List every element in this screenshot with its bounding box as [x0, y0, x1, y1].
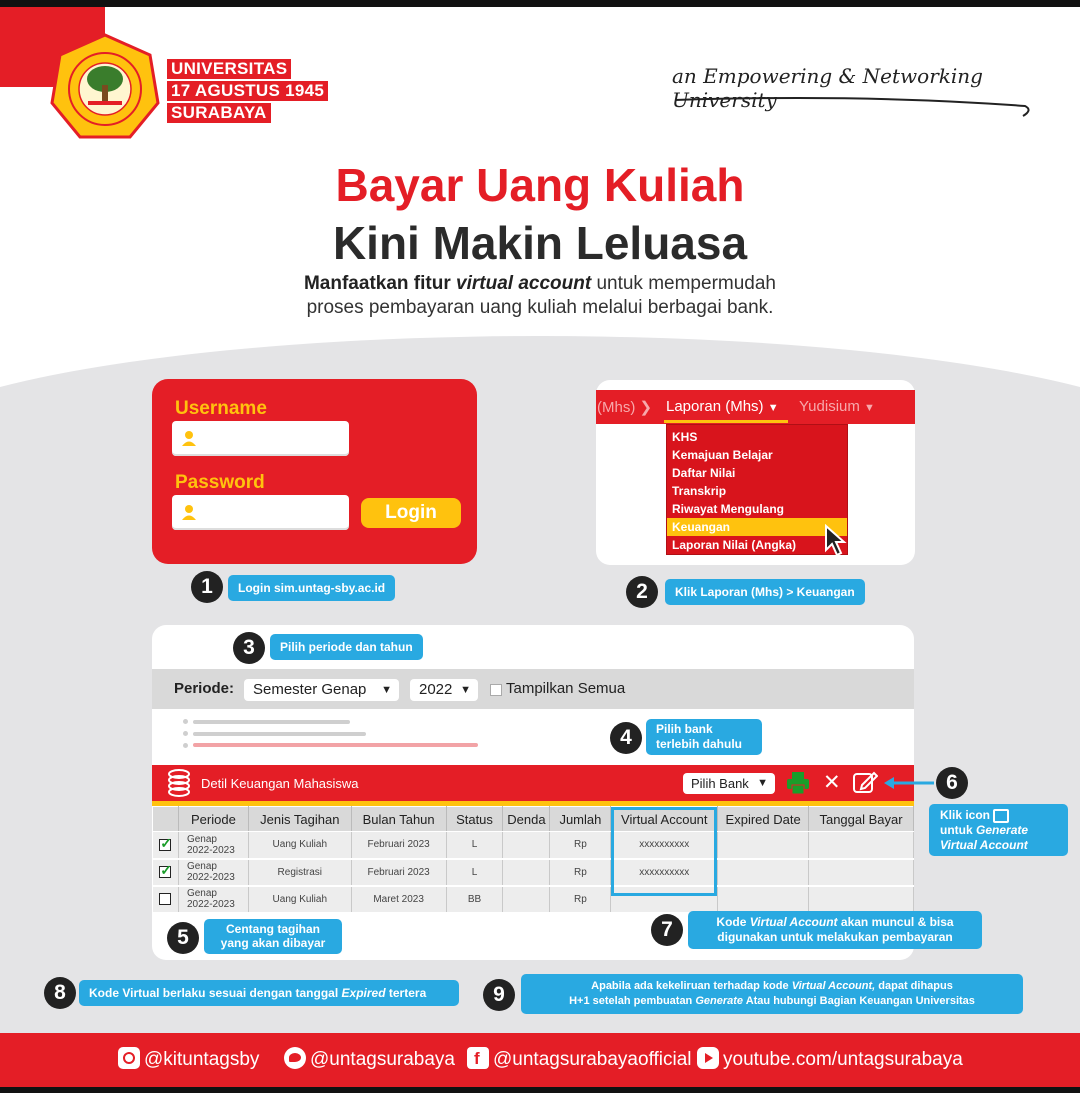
row-checkbox[interactable]: [153, 832, 179, 859]
bulan-cell: Maret 2023: [351, 886, 446, 913]
checkmark-icon: ✓: [160, 834, 172, 851]
dropdown-item-transkrip[interactable]: Transkrip: [672, 484, 727, 498]
university-name-line-2: 17 AGUSTUS 1945: [167, 81, 328, 101]
login-button[interactable]: Login: [361, 498, 461, 528]
step-number-2: 2: [626, 576, 658, 608]
arrow-left-icon: [884, 776, 934, 790]
status-cell: L: [446, 832, 503, 859]
placeholder-dot: [183, 731, 188, 736]
university-seal-logo: [50, 33, 160, 145]
username-label: Username: [175, 398, 267, 419]
show-all-label: Tampilkan Semua: [506, 680, 626, 697]
mouse-cursor-icon: [822, 524, 852, 558]
tanggal-cell: [809, 859, 914, 886]
expired-cell: [718, 832, 809, 859]
tanggal-cell: [809, 886, 914, 913]
column-header: Denda: [503, 807, 550, 832]
periode-cell: Genap 2022-2023: [178, 859, 248, 886]
dropdown-item-khs[interactable]: KHS: [672, 430, 698, 444]
menu-item-laporan[interactable]: Laporan (Mhs) ▼: [666, 398, 779, 415]
bank-select[interactable]: Pilih Bank ▼: [683, 773, 775, 794]
top-border: [0, 0, 1080, 7]
table-header-row: [153, 807, 914, 832]
column-header: Expired Date: [718, 807, 809, 832]
status-cell: BB: [446, 886, 503, 913]
coins-icon: [164, 767, 194, 797]
column-header: Virtual Account: [611, 807, 718, 832]
row-checkbox[interactable]: [153, 886, 179, 913]
close-icon[interactable]: ✕: [823, 770, 841, 794]
twitter-icon: [284, 1047, 306, 1069]
youtube-icon: [697, 1047, 719, 1069]
menu-item-yudisium[interactable]: Yudisium ▼: [799, 398, 875, 415]
chevron-down-icon: ▼: [767, 402, 779, 414]
active-menu-underline: [664, 420, 788, 423]
periode-cell: Genap 2022-2023: [178, 832, 248, 859]
printer-icon[interactable]: [785, 770, 811, 796]
step-number-3: 3: [233, 632, 265, 664]
expired-cell: [718, 859, 809, 886]
table-row: [153, 859, 914, 886]
step-number-1: 1: [191, 571, 223, 603]
finance-table: [152, 806, 914, 914]
tanggal-cell: [809, 832, 914, 859]
menu-item-mhs[interactable]: (Mhs) ❯: [597, 399, 653, 416]
column-header: Jenis Tagihan: [248, 807, 351, 832]
chevron-down-icon: ▼: [864, 402, 875, 414]
bulan-cell: Februari 2023: [351, 832, 446, 859]
checkmark-icon: ✓: [160, 862, 172, 878]
facebook-link[interactable]: f @untagsurabayaofficial: [467, 1048, 692, 1072]
step-9-callout: Apabila ada kekeliruan terhadap kode Virtual Account, dapat dihapus H+1 setelah pembuatan Generate Atau hubungi Bagian Keuangan Universitas: [521, 974, 1023, 1014]
column-header: Tanggal Bayar: [809, 807, 914, 832]
jenis-cell: Uang Kuliah: [248, 832, 351, 859]
user-icon: [180, 429, 198, 447]
placeholder-line: [193, 720, 350, 724]
university-name-line-1: UNIVERSITAS: [167, 59, 291, 79]
year-select[interactable]: 2022 ▼: [410, 679, 478, 701]
chevron-down-icon: ▼: [381, 684, 392, 696]
row-checkbox[interactable]: [153, 859, 179, 886]
dropdown-item-riwayat-mengulang[interactable]: Riwayat Mengulang: [672, 502, 785, 516]
chevron-down-icon: ▼: [757, 777, 768, 789]
periode-label: Periode:: [174, 680, 235, 697]
dropdown-item-daftar-nilai[interactable]: Daftar Nilai: [672, 466, 736, 480]
step-number-7: 7: [651, 914, 683, 946]
chevron-down-icon: ❯: [639, 399, 653, 416]
step-2-callout: Klik Laporan (Mhs) > Keuangan: [665, 579, 865, 605]
step-3-callout: Pilih periode dan tahun: [270, 634, 423, 660]
step-7-callout: Kode Virtual Account akan muncul & bisa digunakan untuk melakukan pembayaran: [688, 911, 982, 949]
edit-icon[interactable]: [852, 770, 878, 794]
periode-cell: Genap 2022-2023: [178, 886, 248, 913]
denda-cell: [503, 886, 550, 913]
detail-title: Detil Keuangan Mahasiswa: [201, 776, 359, 791]
column-header: Jumlah: [550, 807, 611, 832]
step-4-callout: Pilih bank terlebih dahulu: [646, 719, 762, 755]
column-header: Periode: [178, 807, 248, 832]
instagram-icon: [118, 1047, 140, 1069]
chevron-down-icon: ▼: [460, 684, 471, 696]
column-header: Status: [446, 807, 503, 832]
jumlah-cell: Rp: [550, 859, 611, 886]
va-cell: xxxxxxxxxx: [611, 859, 718, 886]
jenis-cell: Registrasi: [248, 859, 351, 886]
column-header: Bulan Tahun: [351, 807, 446, 832]
denda-cell: [503, 859, 550, 886]
jenis-cell: Uang Kuliah: [248, 886, 351, 913]
password-input[interactable]: [172, 495, 349, 530]
username-input[interactable]: [172, 421, 349, 456]
step-1-callout: Login sim.untag-sby.ac.id: [228, 575, 395, 601]
step-number-4: 4: [610, 722, 642, 754]
step-8-callout: Kode Virtual berlaku sesuai dengan tanggal Expired tertera: [79, 980, 459, 1006]
step-number-9: 9: [483, 979, 515, 1011]
table-row: [153, 832, 914, 859]
denda-cell: [503, 832, 550, 859]
placeholder-line: [193, 732, 366, 736]
table-row: [153, 886, 914, 913]
placeholder-dot: [183, 719, 188, 724]
step-5-callout: Centang tagihan yang akan dibayar: [204, 919, 342, 954]
bottom-border: [0, 1087, 1080, 1093]
edit-icon: [993, 809, 1009, 823]
twitter-link[interactable]: @untagsurabaya: [284, 1048, 455, 1072]
subtitle: Manfaatkan fitur virtual account untuk mempermudah proses pembayaran uang kuliah melalui berbagai bank.: [303, 273, 776, 318]
step-number-8: 8: [44, 977, 76, 1009]
laporan-dropdown: [666, 424, 848, 555]
show-all-checkbox[interactable]: [490, 684, 502, 696]
main-title-line-1: Bayar Uang Kuliah: [335, 159, 745, 211]
tagline-swoosh: [665, 92, 1035, 122]
expired-cell: [718, 886, 809, 913]
main-title-line-2: Kini Makin Leluasa: [332, 217, 748, 269]
password-label: Password: [175, 472, 265, 493]
university-name-line-3: SURABAYA: [167, 103, 271, 123]
dropdown-item-keuangan[interactable]: Keuangan: [667, 518, 847, 536]
tagline: an Empowering & Networking University: [672, 64, 983, 112]
placeholder-line-highlight: [193, 743, 478, 747]
placeholder-dot: [183, 743, 188, 748]
jumlah-cell: Rp: [550, 832, 611, 859]
instagram-link[interactable]: @kituntagsby: [118, 1048, 259, 1072]
step-number-5: 5: [167, 922, 199, 954]
bulan-cell: Februari 2023: [351, 859, 446, 886]
facebook-icon: f: [467, 1047, 489, 1069]
step-number-6: 6: [936, 767, 968, 799]
column-header-select: [153, 807, 179, 832]
virtual-account-highlight: [611, 807, 717, 896]
dropdown-item-laporan-nilai[interactable]: Laporan Nilai (Angka): [672, 538, 797, 552]
dropdown-item-kemajuan-belajar[interactable]: Kemajuan Belajar: [672, 448, 773, 462]
status-cell: L: [446, 859, 503, 886]
semester-select[interactable]: Semester Genap ▼: [244, 679, 399, 701]
youtube-link[interactable]: youtube.com/untagsurabaya: [697, 1048, 963, 1072]
jumlah-cell: Rp: [550, 886, 611, 913]
step-6-callout: Klik icon untuk Generate Virtual Account: [929, 804, 1068, 856]
user-icon: [180, 503, 198, 521]
va-cell: xxxxxxxxxx: [611, 832, 718, 859]
